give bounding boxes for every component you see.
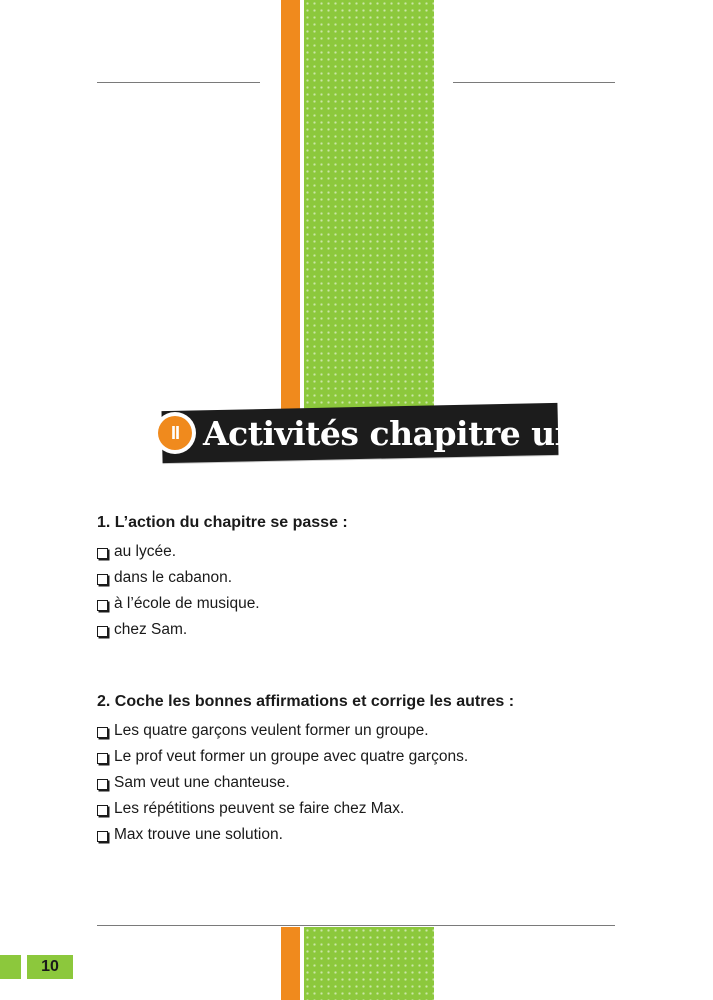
answer-option[interactable]: [97, 617, 657, 643]
answer-option[interactable]: [97, 796, 657, 822]
pause-icon: [154, 412, 196, 454]
page-number: 10: [27, 955, 73, 979]
checkbox-icon[interactable]: [97, 779, 108, 790]
option-label: Les quatre garçons veulent former un groupe.: [114, 722, 429, 739]
answer-option[interactable]: [97, 770, 657, 796]
option-label: Sam veut une chanteuse.: [114, 774, 290, 791]
question-title: 1. L’action du chapitre se passe :: [97, 514, 348, 531]
checkbox-icon[interactable]: [97, 753, 108, 764]
checkbox-icon[interactable]: [97, 727, 108, 738]
answer-option[interactable]: [97, 565, 657, 591]
answer-option[interactable]: [97, 718, 657, 744]
question-1: [97, 513, 657, 643]
checkbox-icon[interactable]: [97, 831, 108, 842]
answer-option[interactable]: [97, 744, 657, 770]
answer-option[interactable]: [97, 822, 657, 848]
option-label: au lycée.: [114, 543, 177, 560]
green-stripe-top: [304, 0, 434, 412]
top-left-rule: [97, 82, 260, 83]
checkbox-icon[interactable]: [97, 548, 108, 559]
green-stripe-bottom: [304, 927, 434, 1000]
option-label: Max trouve une solution.: [114, 826, 283, 843]
answer-option[interactable]: [97, 539, 657, 565]
title-badge-glyph: II: [158, 416, 192, 450]
top-right-rule: [453, 82, 615, 83]
option-label: dans le cabanon.: [114, 569, 233, 586]
option-label: chez Sam.: [114, 621, 188, 638]
option-label: Le prof veut former un groupe avec quatre garçons.: [114, 748, 469, 765]
bottom-rule: [97, 925, 615, 926]
page-title: Activités chapitre un: [203, 414, 579, 453]
option-label: à l’école de musique.: [114, 595, 260, 612]
orange-stripe-bottom: [281, 927, 300, 1000]
question-2: [97, 692, 657, 848]
checkbox-icon[interactable]: [97, 574, 108, 585]
checkbox-icon[interactable]: [97, 805, 108, 816]
answer-option[interactable]: [97, 591, 657, 617]
orange-stripe-top: [281, 0, 300, 412]
page-number-tab: [0, 955, 21, 979]
question-title: 2. Coche les bonnes affirmations et corrige les autres :: [97, 693, 515, 710]
option-label: Les répétitions peuvent se faire chez Max.: [114, 800, 405, 817]
checkbox-icon[interactable]: [97, 626, 108, 637]
checkbox-icon[interactable]: [97, 600, 108, 611]
